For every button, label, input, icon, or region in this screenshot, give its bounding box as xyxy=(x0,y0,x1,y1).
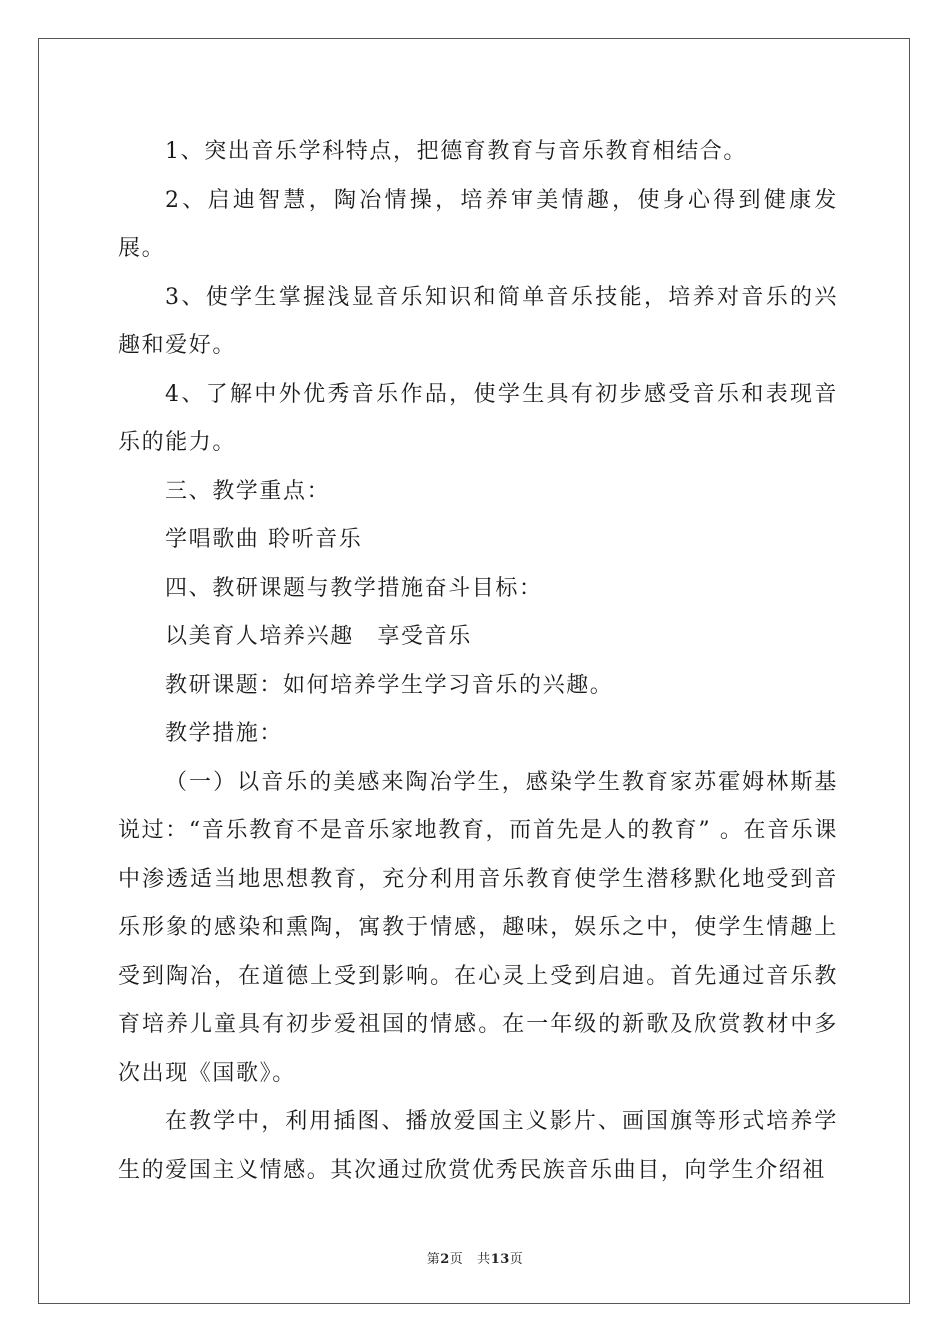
section-heading-research-topic: 四、教研课题与教学措施奋斗目标： xyxy=(165,575,543,601)
footer-prefix: 第 xyxy=(426,1252,441,1267)
page-footer xyxy=(0,1248,950,1267)
heading-teaching-measures: 教学措施： xyxy=(165,721,284,746)
paragraph-measure-1: （一）以音乐的美感来陶冶学生，感染学生教育家苏霍姆林斯基说过：“音乐教育不是音乐家地教育，而首先是人的教育” 。在音乐课中渗透适当地思想教育，充分利用音乐教育使学生潜移默化地受到音乐形象的感染和熏陶，寓教于情感，趣味，娱乐之中，使学生情趣上受到陶冶，在道德上受到影响。在心灵上受到启迪。首先通过音乐教育培养儿童具有初步爱祖国的情感。在一年级的新歌及欣赏教材中多次出现《国歌》。 xyxy=(118,769,838,1086)
paragraph-goal-4: 4、了解中外优秀音乐作品，使学生具有初步感受音乐和表现音乐的能力。 xyxy=(118,381,838,455)
footer-page-number: 2 xyxy=(440,1252,450,1267)
paragraph-measure-1-continued: 在教学中，利用插图、播放爱国主义影片、画国旗等形式培养学生的爱国主义情感。其次通过欣赏优秀民族音乐曲目，向学生介绍祖 xyxy=(118,1109,838,1183)
section-heading-teaching-focus: 三、教学重点： xyxy=(165,478,331,504)
paragraph-objective: 以美育人培养兴趣 享受音乐 xyxy=(165,624,472,649)
footer-total-unit: 页 xyxy=(509,1252,524,1267)
paragraph-research-topic: 教研课题：如何培养学生学习音乐的兴趣。 xyxy=(165,672,614,698)
footer-page-unit: 页 xyxy=(449,1252,464,1267)
document-body xyxy=(118,128,838,1195)
paragraph-goal-2: 2、启迪智慧，陶冶情操，培养审美情趣，使身心得到健康发展。 xyxy=(118,187,838,261)
paragraph-goal-1: 1、突出音乐学科特点，把德育教育与音乐教育相结合。 xyxy=(165,139,747,164)
paragraph-goal-3: 3、使学生掌握浅显音乐知识和简单音乐技能，培养对音乐的兴趣和爱好。 xyxy=(118,284,838,358)
footer-total-prefix: 共 xyxy=(477,1252,491,1267)
footer-total-pages: 13 xyxy=(490,1252,510,1267)
paragraph-teaching-focus: 学唱歌曲 聆听音乐 xyxy=(165,527,363,552)
